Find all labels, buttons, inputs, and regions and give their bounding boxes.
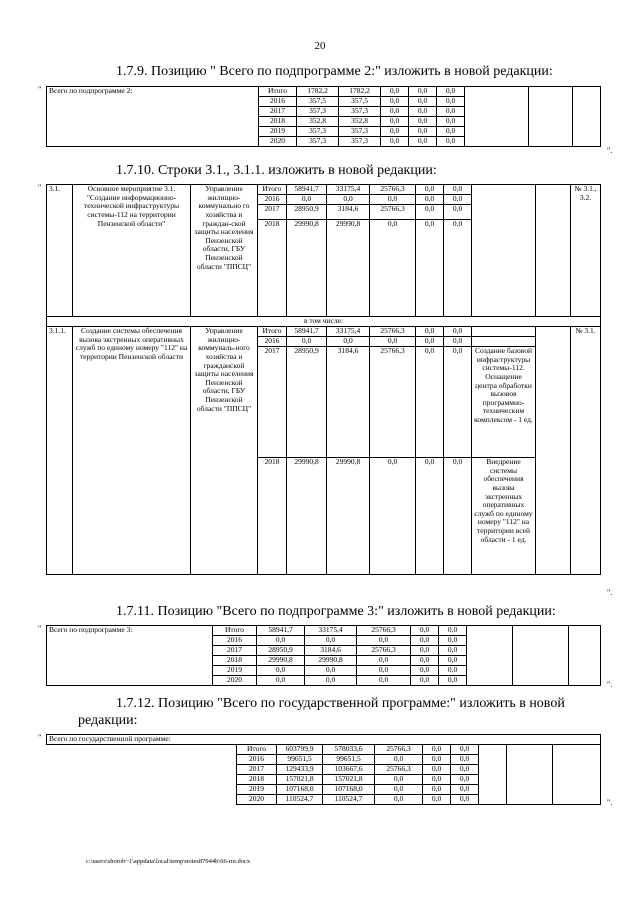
value-cell: 0,0	[327, 337, 370, 347]
empty-cell	[47, 745, 237, 805]
value-cell: 0,0	[444, 205, 472, 220]
heading-1-7-11: 1.7.11. Позицию "Всего по подпрограмме 3:" изложить в новой редакции:	[116, 604, 556, 619]
value-cell: 357,3	[297, 137, 339, 147]
heading-1-7-9: 1.7.9. Позицию " Всего по подпрограмме 2:" изложить в новой редакции:	[116, 64, 553, 79]
row-3-1-total	[47, 185, 601, 195]
year-cell: 2018	[213, 656, 257, 666]
year-cell: Итого	[258, 327, 287, 337]
value-cell: 0,0	[375, 775, 423, 785]
value-cell: 0,0	[416, 220, 444, 317]
open-quote: "	[38, 733, 42, 742]
value-cell: 1782,2	[297, 87, 339, 97]
value-cell: 0,0	[416, 347, 444, 458]
year-cell: Итого	[259, 87, 297, 97]
value-cell: 357,3	[339, 127, 381, 137]
year-cell: 2016	[259, 97, 297, 107]
value-cell: 58941,7	[257, 626, 305, 636]
year-cell: 2016	[258, 195, 287, 205]
heading-1-7-12-cont: редакции:	[78, 713, 138, 728]
result-2017: Создание базовой инфраструктуры системы-112. Оснащение центра обработки вызовов программно-техническим комплексом - 1 ед.	[472, 347, 536, 458]
value-cell: 3184,6	[327, 347, 370, 458]
value-cell: 0,0	[357, 656, 411, 666]
year-cell: 2017	[258, 347, 287, 458]
value-cell: 0,0	[257, 636, 305, 646]
value-cell: 110524,7	[323, 795, 375, 805]
value-cell: 357,3	[297, 127, 339, 137]
value-cell: 0,0	[375, 755, 423, 765]
value-cell: 25766,3	[375, 745, 423, 755]
value-cell: 0,0	[257, 676, 305, 686]
value-cell: 0,0	[411, 666, 439, 676]
summary-label: Всего по подпрограмме 3:	[47, 626, 213, 686]
value-cell: 0,0	[439, 626, 467, 636]
including-row: в том числе:	[47, 317, 601, 327]
value-cell: 129433,9	[277, 765, 323, 775]
year-cell: 2016	[258, 337, 287, 347]
value-cell: 107168,0	[323, 785, 375, 795]
value-cell: 0,0	[451, 795, 479, 805]
value-cell: 0,0	[437, 117, 465, 127]
value-cell: 0,0	[444, 185, 472, 195]
value-cell: 352,8	[339, 117, 381, 127]
value-cell: 29990,8	[327, 220, 370, 317]
file-path-footer: c:\users\shorob~1\appdata\local\temp\notes87944b\66-пп.docx	[86, 858, 251, 865]
value-cell: 0,0	[409, 97, 437, 107]
table-state-program	[46, 734, 601, 805]
close-quote: ".	[607, 680, 613, 689]
measure-name: Создание системы обеспечения вызова экстренных оперативных служб по единому номеру "112" на территории Пензенской области	[73, 327, 191, 575]
value-cell: 0,0	[451, 775, 479, 785]
value-cell: 0,0	[451, 785, 479, 795]
value-cell: 0,0	[423, 775, 451, 785]
value-cell: 110524,7	[277, 795, 323, 805]
year-cell: 2019	[259, 127, 297, 137]
close-quote: ".	[607, 146, 613, 155]
value-cell: 25766,3	[357, 646, 411, 656]
value-cell: 0,0	[381, 87, 409, 97]
value-cell: 0,0	[357, 676, 411, 686]
value-cell: 28950,9	[287, 347, 327, 458]
empty-cell	[573, 87, 601, 147]
close-quote: ".	[607, 798, 613, 807]
value-cell: 0,0	[437, 137, 465, 147]
year-cell: 2020	[213, 676, 257, 686]
value-cell: 357,3	[297, 107, 339, 117]
empty-cell	[536, 185, 571, 317]
value-cell: 0,0	[444, 458, 472, 575]
value-cell: 0,0	[444, 220, 472, 317]
result-cell	[472, 185, 536, 317]
year-cell: 2018	[258, 220, 287, 317]
table-subprogram-3	[46, 625, 601, 686]
value-cell: 0,0	[439, 656, 467, 666]
value-cell: 0,0	[305, 676, 357, 686]
value-cell: 25766,3	[370, 347, 416, 458]
heading-1-7-10: 1.7.10. Строки 3.1., 3.1.1. изложить в новой редакции:	[116, 163, 437, 178]
value-cell: 29990,8	[287, 458, 327, 575]
table-subprogram-2	[46, 86, 601, 147]
year-cell: 2016	[213, 636, 257, 646]
value-cell: 0,0	[444, 195, 472, 205]
empty-cell	[513, 626, 569, 686]
empty-cell	[479, 745, 507, 805]
result-cell	[472, 337, 536, 347]
value-cell: 107168,0	[277, 785, 323, 795]
value-cell: 0,0	[437, 107, 465, 117]
value-cell: 357,5	[339, 97, 381, 107]
value-cell: 0,0	[416, 185, 444, 195]
value-cell: 0,0	[439, 636, 467, 646]
value-cell: 0,0	[416, 337, 444, 347]
empty-cell	[465, 87, 529, 147]
year-cell: 2017	[258, 205, 287, 220]
year-cell: 2019	[213, 666, 257, 676]
year-cell: 2018	[258, 458, 287, 575]
value-cell: 103667,6	[323, 765, 375, 775]
executor: Управление жилищно-коммунально го хозяйства и граждан-ской защиты населения Пензенской области, ГБУ Пензенской области "ППСЦ"	[191, 185, 258, 317]
value-cell: 0,0	[437, 97, 465, 107]
value-cell: 0,0	[444, 337, 472, 347]
value-cell: 25766,3	[370, 327, 416, 337]
empty-cell	[529, 87, 573, 147]
table-row	[47, 87, 601, 97]
table-rows-3-1	[46, 184, 601, 575]
value-cell: 603799,9	[277, 745, 323, 755]
value-cell: 29990,8	[287, 220, 327, 317]
value-cell: 0,0	[357, 666, 411, 676]
value-cell: 0,0	[444, 327, 472, 337]
value-cell: 157021,8	[277, 775, 323, 785]
value-cell: 0,0	[357, 636, 411, 646]
value-cell: 0,0	[381, 117, 409, 127]
value-cell: 0,0	[257, 666, 305, 676]
value-cell: 0,0	[439, 666, 467, 676]
value-cell: 29990,8	[257, 656, 305, 666]
value-cell: 0,0	[444, 347, 472, 458]
value-cell: 0,0	[305, 636, 357, 646]
value-cell: 0,0	[411, 656, 439, 666]
value-cell: 33175,4	[305, 626, 357, 636]
year-cell: Итого	[237, 745, 277, 755]
value-cell: 0,0	[423, 785, 451, 795]
empty-cell	[467, 626, 513, 686]
row-3-1-1-total	[47, 327, 601, 337]
heading-1-7-12: 1.7.12. Позицию "Всего по государственной программе:" изложить в новой	[116, 696, 565, 711]
indicator-ref: № 3.1.	[571, 327, 601, 575]
value-cell: 0,0	[423, 755, 451, 765]
value-cell: 3184,6	[327, 205, 370, 220]
summary-label: Всего по подпрограмме 2:	[47, 87, 259, 147]
value-cell: 25766,3	[370, 185, 416, 195]
value-cell: 0,0	[409, 107, 437, 117]
year-cell: 2020	[237, 795, 277, 805]
value-cell: 0,0	[370, 337, 416, 347]
value-cell: 357,5	[297, 97, 339, 107]
value-cell: 33175,4	[327, 327, 370, 337]
value-cell: 1782,2	[339, 87, 381, 97]
value-cell: 28950,9	[257, 646, 305, 656]
table-row	[47, 745, 601, 755]
value-cell: 0,0	[287, 195, 327, 205]
value-cell: 157021,8	[323, 775, 375, 785]
value-cell: 25766,3	[370, 205, 416, 220]
value-cell: 0,0	[416, 327, 444, 337]
value-cell: 0,0	[451, 745, 479, 755]
year-cell: 2018	[237, 775, 277, 785]
value-cell: 0,0	[423, 745, 451, 755]
value-cell: 0,0	[287, 337, 327, 347]
row-number: 3.1.1.	[47, 327, 73, 575]
value-cell: 0,0	[437, 87, 465, 97]
year-cell: 2016	[237, 755, 277, 765]
year-cell: 2020	[259, 137, 297, 147]
value-cell: 0,0	[437, 127, 465, 137]
value-cell: 357,3	[339, 107, 381, 117]
value-cell: 0,0	[370, 195, 416, 205]
value-cell: 3184,6	[305, 646, 357, 656]
indicator-ref: № 3.1., 3.2.	[571, 185, 601, 317]
value-cell: 0,0	[439, 646, 467, 656]
open-quote: "	[38, 85, 42, 94]
value-cell: 99651,5	[277, 755, 323, 765]
value-cell: 0,0	[411, 636, 439, 646]
table-row	[47, 626, 601, 636]
value-cell: 0,0	[423, 765, 451, 775]
value-cell: 0,0	[375, 785, 423, 795]
year-cell: Итого	[213, 626, 257, 636]
empty-cell	[569, 626, 601, 686]
value-cell: 0,0	[423, 795, 451, 805]
value-cell: 357,3	[339, 137, 381, 147]
table-row	[47, 735, 601, 745]
open-quote: "	[38, 183, 42, 192]
value-cell: 0,0	[381, 137, 409, 147]
value-cell: 0,0	[451, 765, 479, 775]
result-2018: Внедрение системы обеспечения вызова экстренных оперативных служб по единому номеру "112" на территории всей области - 1 ед.	[472, 458, 536, 575]
year-cell: 2017	[237, 765, 277, 775]
value-cell: 0,0	[409, 87, 437, 97]
value-cell: 0,0	[381, 97, 409, 107]
year-cell: 2017	[259, 107, 297, 117]
year-cell: 2019	[237, 785, 277, 795]
close-quote: ".	[607, 588, 613, 597]
page-number: 20	[314, 40, 326, 52]
year-cell: 2018	[259, 117, 297, 127]
value-cell: 58941,7	[287, 327, 327, 337]
value-cell: 0,0	[370, 220, 416, 317]
value-cell: 0,0	[409, 137, 437, 147]
value-cell: 0,0	[416, 195, 444, 205]
value-cell: 28950,9	[287, 205, 327, 220]
value-cell: 33175,4	[327, 185, 370, 195]
value-cell: 0,0	[327, 195, 370, 205]
value-cell: 25766,3	[375, 765, 423, 775]
value-cell: 0,0	[375, 795, 423, 805]
value-cell: 578033,6	[323, 745, 375, 755]
row-number: 3.1.	[47, 185, 73, 317]
value-cell: 29990,8	[305, 656, 357, 666]
summary-label: Всего по государственной программе:	[47, 735, 601, 745]
value-cell: 0,0	[416, 458, 444, 575]
value-cell: 0,0	[411, 646, 439, 656]
result-cell	[472, 327, 536, 337]
value-cell: 99651,5	[323, 755, 375, 765]
value-cell: 0,0	[381, 107, 409, 117]
measure-name: Основное мероприятие 3.1. "Создание информационно-технической инфраструктуры системы-112 на территории Пензенской области"	[73, 185, 191, 317]
empty-cell	[553, 745, 601, 805]
empty-cell	[507, 745, 553, 805]
value-cell: 0,0	[411, 676, 439, 686]
year-cell: Итого	[258, 185, 287, 195]
value-cell: 0,0	[451, 755, 479, 765]
value-cell: 352,8	[297, 117, 339, 127]
value-cell: 29990,8	[327, 458, 370, 575]
value-cell: 0,0	[409, 127, 437, 137]
value-cell: 0,0	[370, 458, 416, 575]
year-cell: 2017	[213, 646, 257, 656]
value-cell: 0,0	[305, 666, 357, 676]
value-cell: 0,0	[381, 127, 409, 137]
value-cell: 0,0	[409, 117, 437, 127]
executor: Управление жилищно-коммуналь-ного хозяйства и гражданской защиты населения Пензенской области, ГБУ Пензенской области "ППСЦ"	[191, 327, 258, 575]
empty-cell	[536, 327, 571, 575]
value-cell: 0,0	[411, 626, 439, 636]
value-cell: 0,0	[416, 205, 444, 220]
value-cell: 25766,3	[357, 626, 411, 636]
open-quote: "	[38, 624, 42, 633]
value-cell: 58941,7	[287, 185, 327, 195]
value-cell: 0,0	[439, 676, 467, 686]
